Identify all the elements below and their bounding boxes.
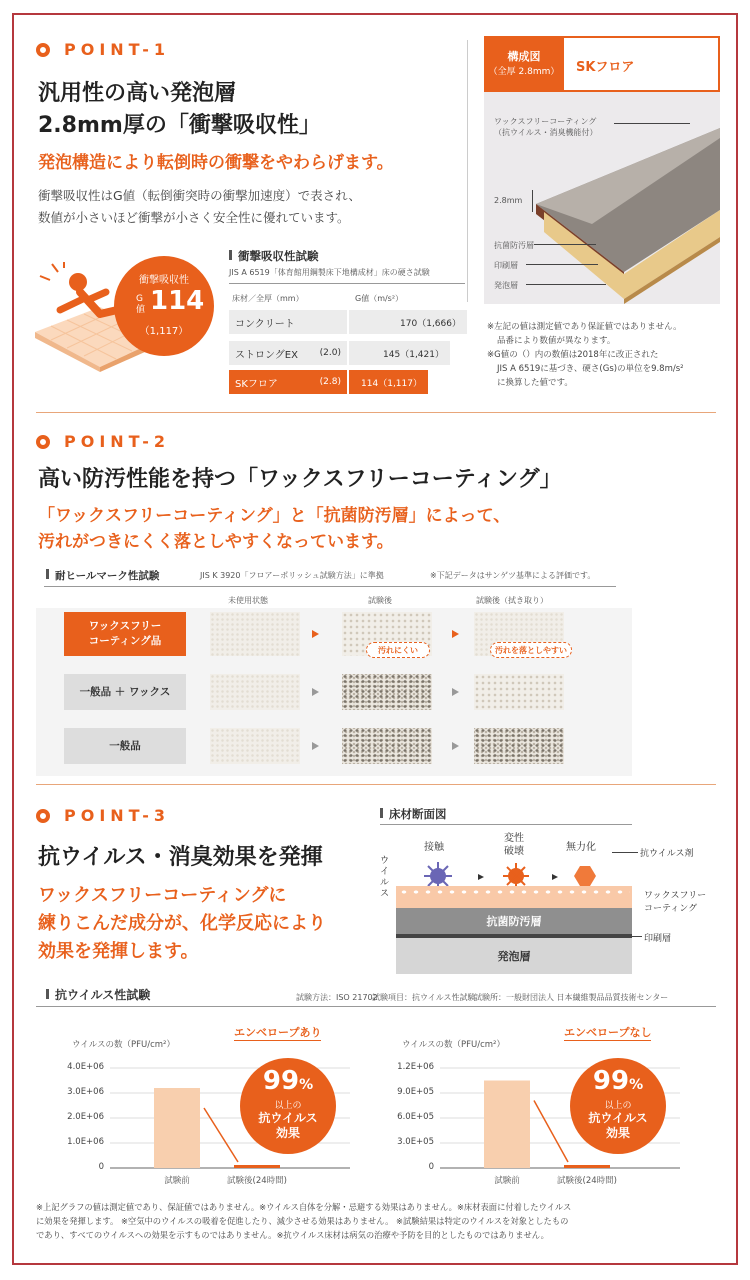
- structure-product: SKフロア: [576, 60, 635, 75]
- decrease-arrow-line: [204, 1108, 238, 1162]
- y-tick-label: 2.0E+06: [67, 1112, 104, 1122]
- point2-title: 高い防汚性能を持つ「ワックスフリーコーティング」: [38, 467, 562, 492]
- x-category-label: 試験前: [164, 1176, 190, 1186]
- g-value: 114: [150, 286, 205, 316]
- shock-test-standard: JIS A 6519「体育館用鋼製床下地構成材」床の硬さ試験: [229, 268, 430, 277]
- chart-title: エンベロープなし: [564, 1026, 652, 1039]
- col-after-test: 試験後: [368, 596, 392, 605]
- arrow-right-icon: [452, 630, 459, 638]
- arrow-right-icon: [312, 688, 319, 696]
- neutralized-virus-icon: [574, 866, 596, 886]
- chart-title: エンベロープあり: [234, 1026, 322, 1039]
- y-tick-label: 3.0E+06: [67, 1087, 104, 1097]
- row-general-label: 一般品: [64, 728, 186, 764]
- print-layer-label: 印刷層: [644, 934, 672, 944]
- point1-title: 汎用性の高い発泡層 2.8mm厚の「衝撃吸収性」: [38, 81, 321, 138]
- y-tick-label: 0: [428, 1162, 434, 1172]
- x-category-label: 試験前: [494, 1176, 520, 1186]
- antivirus-test-heading: 抗ウイルス性試験: [46, 986, 150, 1003]
- sample-unused: [210, 612, 300, 656]
- tag-stain-resistant: 汚れにくい: [366, 642, 430, 658]
- arrow-right-icon: [552, 874, 558, 880]
- arrow-right-icon: [478, 874, 484, 880]
- y-tick-label: 9.0E+05: [397, 1087, 434, 1097]
- effect-badge: 99% 以上の 抗ウイルス 効果: [240, 1058, 336, 1154]
- shock-row-1-value: 145（1,421）: [349, 341, 450, 365]
- row-waxfree-label: ワックスフリー コーティング品: [64, 612, 186, 656]
- arrow-right-icon: [452, 742, 459, 750]
- point-dot-icon: [36, 435, 50, 449]
- foam-layer: 発泡層: [396, 938, 632, 974]
- antiviral-agent-dots: [398, 888, 630, 896]
- point2-subtitle: 「ワックスフリーコーティング」と「抗菌防汚層」によって、 汚れがつきにくく落としやすくなっています。: [38, 506, 511, 552]
- sample-after-test: [342, 674, 432, 710]
- x-category-label: 試験後(24時間): [557, 1176, 617, 1186]
- chart-envelope: [54, 1020, 364, 1190]
- y-tick-label: 1.0E+06: [67, 1137, 104, 1147]
- y-tick-label: 1.2E+06: [397, 1062, 434, 1072]
- effect-badge: 99% 以上の 抗ウイルス 効果: [570, 1058, 666, 1154]
- shock-row-0-value: 170（1,666）: [349, 310, 467, 334]
- footnote: ※上記グラフの値は測定値であり、保証値ではありません。※ウイルス自体を分解・忌避する効果はありません。※床材表面に付着したウイルス に効果を発揮します。 ※空気中のウイルスの吸着を促進したり、減少させる効果はありません。 ※試験結果は特定のウイルスを対象としたもの であり、すべてのウイルスへの効果を示すものではありません。※抗ウイルス床材は病気の治療や予防を目的としたものではありません。: [36, 1202, 572, 1240]
- bar-1: [564, 1165, 610, 1168]
- tag-easy-clean: 汚れを落としやすい: [490, 642, 572, 658]
- point1-notes: ※左記の値は測定値であり保証値ではありません。 品番により数値が異なります。 ※G値の（）内の数値は2018年に改正された JIS A 6519に基づき、硬さ(Gs)の単位を9.8m/s² に換算した値です。: [487, 322, 684, 388]
- bar-1: [234, 1165, 280, 1168]
- arrow-right-icon: [312, 630, 319, 638]
- shock-row-2-name: SKフロア (2.8): [229, 370, 347, 394]
- point1-label: POINT-1: [36, 40, 170, 59]
- arrow-right-icon: [452, 688, 459, 696]
- thickness-label: 2.8mm: [494, 196, 523, 205]
- y-tick-label: 6.0E+05: [397, 1112, 434, 1122]
- arrow-right-icon: [312, 742, 319, 750]
- sample-after-wipe: [474, 728, 564, 764]
- y-tick-label: 4.0E+06: [67, 1062, 104, 1072]
- row-wax-label: 一般品 ＋ ワックス: [64, 674, 186, 710]
- point-dot-icon: [36, 43, 50, 57]
- cross-section-heading: 床材断面図: [380, 806, 447, 822]
- bar-0: [154, 1088, 200, 1168]
- point3-label: POINT-3: [36, 806, 170, 825]
- y-axis-label: ウイルスの数（PFU/cm²）: [402, 1040, 505, 1050]
- point2-label: POINT-2: [36, 432, 170, 451]
- cross-section-diagram: 接触 変性 破壊 無力化 ウイルス 抗菌防汚層 発泡層: [376, 828, 638, 978]
- antiviral-agent-label: 抗ウイルス剤: [640, 849, 694, 859]
- decrease-arrow-line: [534, 1101, 568, 1163]
- heel-test-heading: 耐ヒールマーク性試験: [46, 568, 159, 583]
- col-after-wipe: 試験後（拭き取り）: [476, 596, 548, 605]
- col-header-material: 床材／全厚（mm）: [232, 294, 304, 303]
- point-dot-icon: [36, 809, 50, 823]
- virus-label: ウイルス: [380, 856, 390, 899]
- sample-unused: [210, 674, 300, 710]
- y-tick-label: 0: [98, 1162, 104, 1172]
- shock-row-0-name: コンクリート: [229, 310, 347, 334]
- col-unused: 未使用状態: [228, 596, 268, 605]
- person-head-icon: [69, 273, 87, 291]
- y-axis-label: ウイルスの数（PFU/cm²）: [72, 1040, 175, 1050]
- x-category-label: 試験後(24時間): [227, 1176, 287, 1186]
- bar-0: [484, 1081, 530, 1169]
- shock-row-1-name: ストロングEX (2.0): [229, 341, 347, 365]
- sample-unused: [210, 728, 300, 764]
- sample-after-wipe: [474, 674, 564, 710]
- impact-lines-icon: [40, 262, 64, 280]
- col-header-gvalue: G値（m/s²）: [355, 294, 404, 303]
- sample-after-test: [342, 728, 432, 764]
- g-value-badge: 衝撃吸収性 G 値 114 （1,117）: [114, 256, 214, 356]
- y-tick-label: 3.0E+05: [397, 1137, 434, 1147]
- structure-diagram: 構成図 （全厚 2.8mm） SKフロア ワックスフリーコーティング （抗ウイルス・消臭機能付） 2.8mm 抗菌防汚層 印刷層 発泡層: [484, 36, 720, 304]
- chart-non-envelope: [384, 1020, 694, 1190]
- shock-test-heading: 衝撃吸収性試験: [229, 248, 319, 264]
- point1-subtitle: 発泡構造により転倒時の衝撃をやわらげます。: [38, 153, 394, 173]
- point3-title: 抗ウイルス・消臭効果を発揮: [38, 845, 323, 870]
- coating-label: ワックスフリー コーティング: [644, 891, 707, 914]
- shock-row-2-value: 114（1,117）: [349, 370, 428, 394]
- antibac-layer: 抗菌防汚層: [396, 908, 632, 934]
- point1-body: 衝撃吸収性はG値（転倒衝突時の衝撃加速度）で表され、 数値が小さいほど衝撃が小さく安全性に優れています。: [38, 188, 361, 225]
- point3-subtitle: ワックスフリーコーティングに 練りこんだ成分が、化学反応により 効果を発揮します。: [38, 885, 326, 962]
